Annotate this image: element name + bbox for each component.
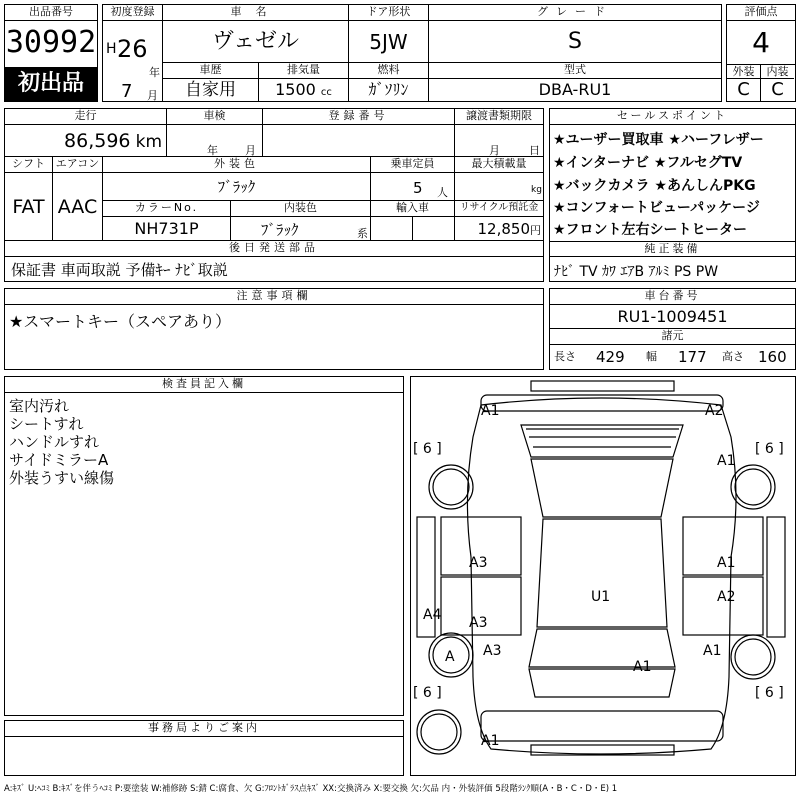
score-label: 評価点 <box>727 5 795 21</box>
door-type: 5JW <box>349 21 429 63</box>
mark-left-rear-wheel: A <box>445 649 455 665</box>
regno-cell <box>263 125 455 157</box>
mark-left-quarter: A3 <box>483 643 502 659</box>
capacity-unit: 人 <box>437 186 448 199</box>
transfer-day: 日 <box>529 144 540 157</box>
regno-label: 登録番号 <box>263 109 455 125</box>
mark-rear-bumper: A1 <box>481 733 500 749</box>
transfer-month: 月 <box>489 144 500 157</box>
legend: A:ｷｽﾞ U:ﾍｺﾐ B:ｷｽﾞを伴うﾍｺﾐ P:要塗装 W:補修跡 S:錆 C:腐食、欠 G:ﾌﾛﾝﾄｶﾞﾗｽ点ｷｽﾞ XX:交換済み X:要交換 欠:欠品 内・外装評価 5段階ﾗﾝｸ順(A・B・C・D・E) 1 <box>4 784 618 794</box>
length: 429 <box>596 348 625 366</box>
score-box <box>726 4 796 102</box>
recycle-label: リサイクル預託金 <box>455 201 543 217</box>
tire-rear-left: [ 6 ] <box>413 685 442 701</box>
office-label: 事務局よりご案内 <box>5 721 403 737</box>
right-sill <box>767 517 785 637</box>
ac: AAC <box>53 173 103 241</box>
mark-right-front-door: A1 <box>717 555 736 571</box>
load-label: 最大積載量 <box>455 157 543 173</box>
height: 160 <box>758 348 787 366</box>
mark-roof: U1 <box>591 589 611 605</box>
mark-front-right: A2 <box>705 403 724 419</box>
grade: S <box>429 21 721 63</box>
mark-trunk: A1 <box>633 659 652 675</box>
inspection-cell <box>167 125 263 157</box>
reg-year: 26 <box>117 35 148 63</box>
spare-wheel-inner <box>421 714 457 750</box>
lot-number: 30992 <box>5 25 97 60</box>
score: 4 <box>727 21 795 65</box>
windshield <box>531 459 673 517</box>
wheel-rear-right <box>731 635 775 679</box>
car-name-label: 車名 <box>163 5 349 21</box>
inspector-line-1: 室内汚れ <box>9 397 70 415</box>
colorno: NH731P <box>103 217 231 241</box>
chassis-number: RU1-1009451 <box>550 305 795 329</box>
wheel-front-left-inner <box>433 469 469 505</box>
chassis-box <box>549 288 796 370</box>
interior: ﾌﾞﾗｯｸ <box>261 221 299 239</box>
lot-label: 出品番号 <box>5 5 97 21</box>
mark-left-sill: A4 <box>423 607 442 623</box>
detail-table <box>4 108 544 282</box>
front-bumper <box>481 395 723 411</box>
displacement-label: 排気量 <box>259 63 349 79</box>
reg-label: 初度登録 <box>103 5 163 21</box>
inspection-month-unit: 月 <box>245 144 256 157</box>
history: 自家用 <box>163 79 259 101</box>
capacity-cell <box>371 173 455 201</box>
model-label: 型式 <box>429 63 721 79</box>
sales-line-4: ★コンフォートビューパッケージ <box>553 200 760 216</box>
width: 177 <box>678 348 707 366</box>
header-table <box>102 4 722 102</box>
recycle: 12,850 <box>477 220 530 238</box>
mark-right-fender: A1 <box>717 453 736 469</box>
wheel-front-left <box>429 465 473 509</box>
car-name: ヴェゼル <box>163 21 349 63</box>
inspector-line-4: サイドミラーA <box>9 451 109 469</box>
shift-label: シフト <box>5 157 53 173</box>
recycle-cell <box>455 217 543 241</box>
year-unit: 年 <box>149 66 160 79</box>
sales-line-3: ★バックカメラ ★あんしんPKG <box>553 178 756 194</box>
notes-label: 注意事項欄 <box>5 289 543 305</box>
transfer-cell <box>455 125 543 157</box>
load-cell <box>455 173 543 201</box>
inspector-label: 検査員記入欄 <box>5 377 403 393</box>
car-diagram-svg <box>411 377 794 774</box>
int-label: 内装 <box>761 65 794 79</box>
height-label: 高さ <box>722 350 744 363</box>
equip-label: 純正装備 <box>550 241 795 257</box>
cc-unit: cc <box>320 87 332 98</box>
later-parts: 保証書 車両取説 予備ｷｰ ﾅﾋﾞ取説 <box>11 261 228 279</box>
width-label: 幅 <box>646 350 657 363</box>
door-label: ドア形状 <box>349 5 429 21</box>
displacement: 1500 <box>275 80 316 99</box>
spec-row <box>550 345 795 369</box>
interior-unit: 系 <box>357 227 368 240</box>
office-box <box>4 720 404 776</box>
mark-left-front-door: A3 <box>469 555 488 571</box>
colorno-label: カラーNo. <box>103 201 231 217</box>
front-bumper-top <box>531 381 674 391</box>
sales-box <box>549 108 796 282</box>
mark-left-rear-door: A3 <box>469 615 488 631</box>
grille <box>526 429 679 447</box>
body-outline <box>467 398 736 754</box>
transfer-label: 譲渡書類期限 <box>455 109 543 125</box>
notes-box <box>4 288 544 370</box>
chassis-label: 車台番号 <box>550 289 795 305</box>
ac-label: エアコン <box>53 157 103 173</box>
interior-cell <box>231 217 371 241</box>
tire-front-right: [ 6 ] <box>755 441 784 457</box>
later-label: 後日発送部品 <box>5 241 543 257</box>
right-rear-panel <box>683 577 763 635</box>
inspector-line-3: ハンドルすれ <box>9 433 100 451</box>
displacement-cell <box>259 79 349 101</box>
mileage-cell <box>5 125 167 157</box>
inspector-line-2: シートすれ <box>9 415 84 433</box>
load-unit: kg <box>531 185 542 195</box>
tire-front-left: [ 6 ] <box>413 441 442 457</box>
month-unit: 月 <box>147 89 158 102</box>
mark-right-quarter: A1 <box>703 643 722 659</box>
km-unit: km <box>135 132 162 152</box>
history-label: 車歴 <box>163 63 259 79</box>
mileage-label: 走行 <box>5 109 167 125</box>
first-listing-badge: 初出品 <box>5 67 97 101</box>
sales-line-1: ★ユーザー買取車 ★ハーフレザー <box>553 132 764 148</box>
model: DBA-RU1 <box>538 80 612 99</box>
color: ﾌﾞﾗｯｸ <box>103 173 371 201</box>
equipment: ﾅﾋﾞ TV ｶﾜ ｴｱB ｱﾙﾐ PS PW <box>554 264 719 280</box>
fuel-label: 燃料 <box>349 63 429 79</box>
interior-label: 内装色 <box>231 201 371 217</box>
rear-bumper <box>481 711 723 741</box>
rear-window <box>529 629 675 667</box>
notes-text: ★スマートキー（スペアあり） <box>9 312 232 331</box>
reg-month: 7 <box>121 81 133 102</box>
length-label: 長さ <box>554 350 576 363</box>
wheel-front-right-inner <box>735 469 771 505</box>
inspection-year-unit: 年 <box>207 144 218 157</box>
hood <box>521 425 683 457</box>
fuel: ｶﾞｿﾘﾝ <box>349 79 429 101</box>
mileage: 86,596 <box>64 130 131 152</box>
era: H <box>106 41 117 57</box>
import-label: 輸入車 <box>371 201 455 217</box>
spec-label: 諸元 <box>550 329 795 345</box>
mark-right-rear-door: A2 <box>717 589 736 605</box>
sales-line-2: ★インターナビ ★フルセグTV <box>553 155 743 171</box>
capacity-label: 乗車定員 <box>371 157 455 173</box>
car-diagram <box>410 376 796 776</box>
capacity: 5 <box>413 179 423 197</box>
inspector-box <box>4 376 404 716</box>
spare-wheel <box>417 710 461 754</box>
inspection-label: 車検 <box>167 109 263 125</box>
shift: FAT <box>5 173 53 241</box>
ext-rank: C <box>727 79 761 101</box>
wheel-front-right <box>731 465 775 509</box>
mark-front-left: A1 <box>481 403 500 419</box>
import-cell-b <box>413 217 455 241</box>
lot-box <box>4 4 98 102</box>
yen-unit: 円 <box>530 224 541 237</box>
import-cell-a <box>371 217 413 241</box>
inspector-line-5: 外装うすい線傷 <box>9 469 115 487</box>
int-rank: C <box>771 79 784 100</box>
sales-line-5: ★フロント左右シートヒーター <box>553 222 747 238</box>
ext-label: 外装 <box>727 65 761 79</box>
tire-rear-right: [ 6 ] <box>755 685 784 701</box>
roof <box>537 519 667 627</box>
sales-label: セールスポイント <box>550 109 795 125</box>
grade-label: グレード <box>429 5 721 21</box>
color-label: 外装色 <box>103 157 371 173</box>
trunk <box>529 669 675 697</box>
wheel-rear-right-inner <box>735 639 771 675</box>
